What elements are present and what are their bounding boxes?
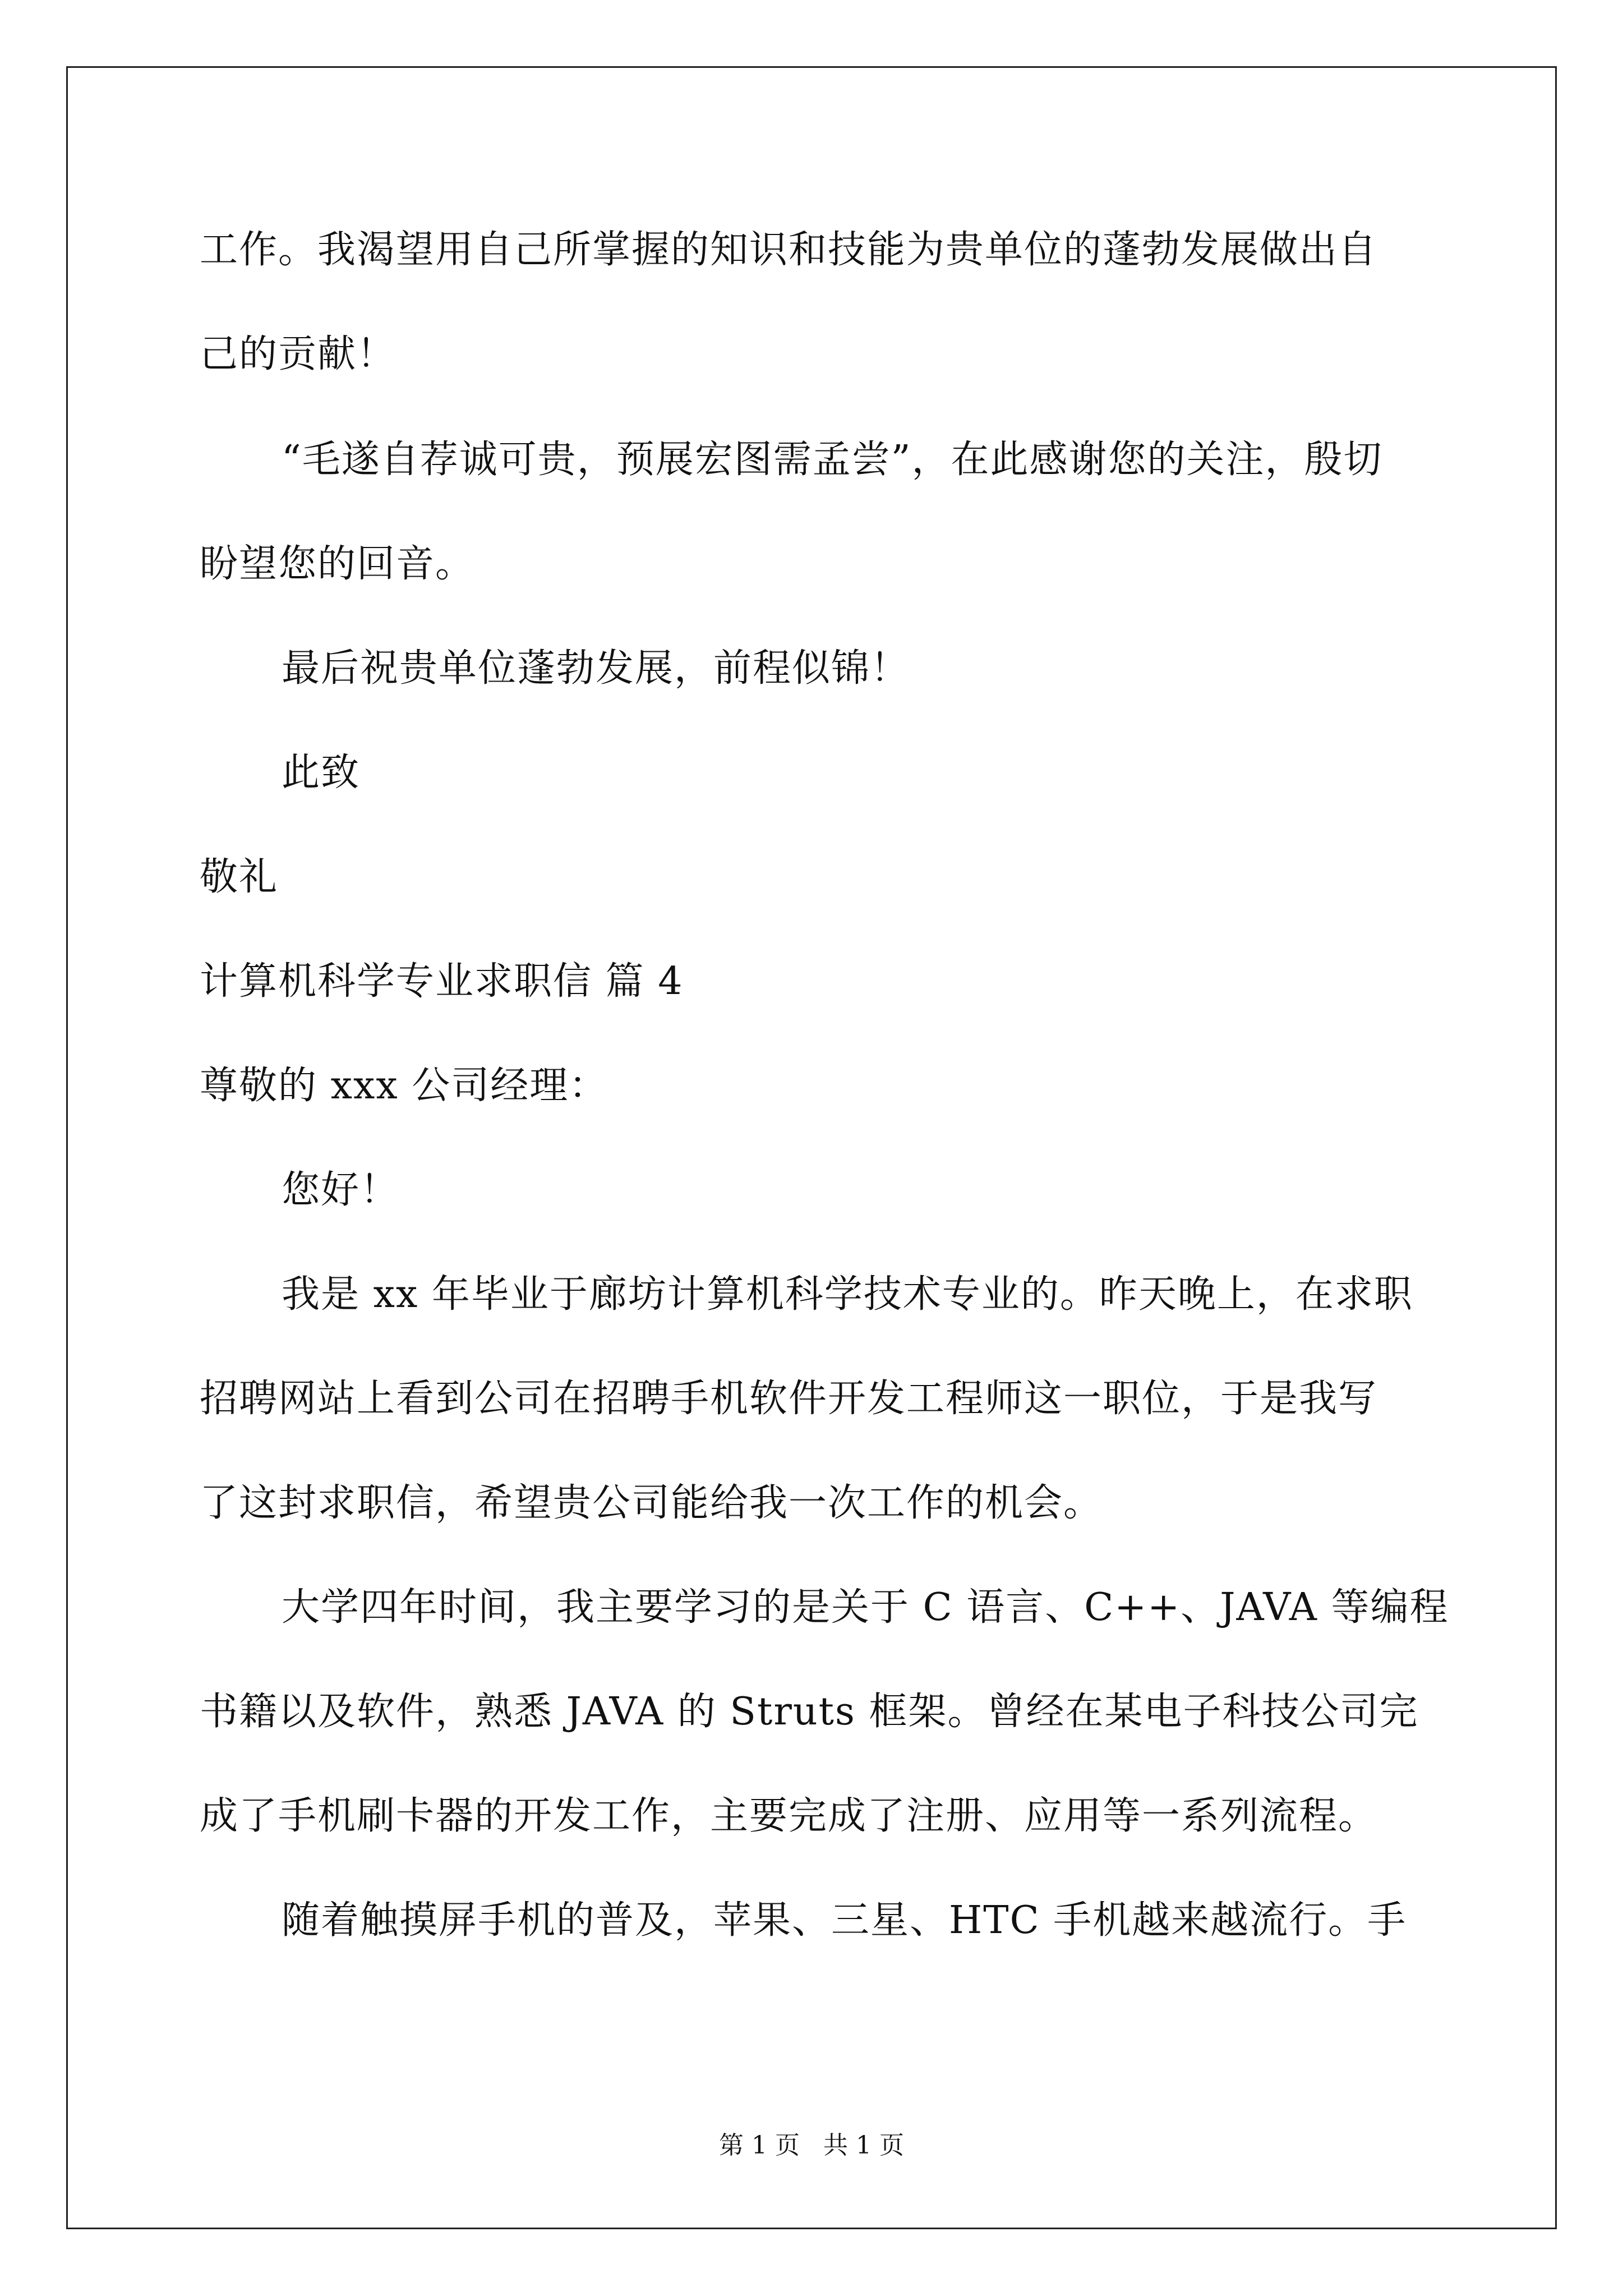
body-text-line: 随着触摸屏手机的普及，苹果、三星、HTC 手机越来越流行。手	[282, 1898, 1407, 1943]
greeting: 您好！	[282, 1168, 400, 1212]
body-text-line: 大学四年时间，我主要学习的是关于 C 语言、C++、JAVA 等编程	[282, 1585, 1449, 1630]
body-text-line: 了这封求职信，希望贵公司能给我一次工作的机会。	[200, 1481, 1103, 1525]
letter-salutation: 尊敬的 xxx 公司经理：	[200, 1064, 608, 1108]
page-footer: 第 1 页 共 1 页	[719, 2131, 904, 2160]
section-heading: 计算机科学专业求职信 篇 4	[200, 959, 684, 1004]
closing-salutation: 此致	[282, 751, 361, 795]
body-text-line: 招聘网站上看到公司在招聘手机软件开发工程师这一职位，于是我写	[200, 1377, 1378, 1421]
body-text-line: 工作。我渴望用自己所掌握的知识和技能为贵单位的蓬勃发展做出自	[200, 228, 1378, 272]
body-text-line: “毛遂自荐诚可贵，预展宏图需孟尝”，在此感谢您的关注，殷切	[282, 438, 1383, 482]
body-text-line: 我是 xx 年毕业于廊坊计算机科学技术专业的。昨天晚上，在求职	[282, 1272, 1413, 1317]
body-text-line: 成了手机刷卡器的开发工作，主要完成了注册、应用等一系列流程。	[200, 1794, 1378, 1838]
closing-regards: 敬礼	[200, 855, 279, 899]
closing-wish: 最后祝贵单位蓬勃发展，前程似锦！	[282, 646, 910, 691]
body-text-line: 书籍以及软件，熟悉 JAVA 的 Struts 框架。曾经在某电子科技公司完	[200, 1690, 1419, 1734]
body-text-line: 盼望您的回音。	[200, 542, 475, 586]
body-text-line: 己的贡献！	[200, 332, 396, 376]
